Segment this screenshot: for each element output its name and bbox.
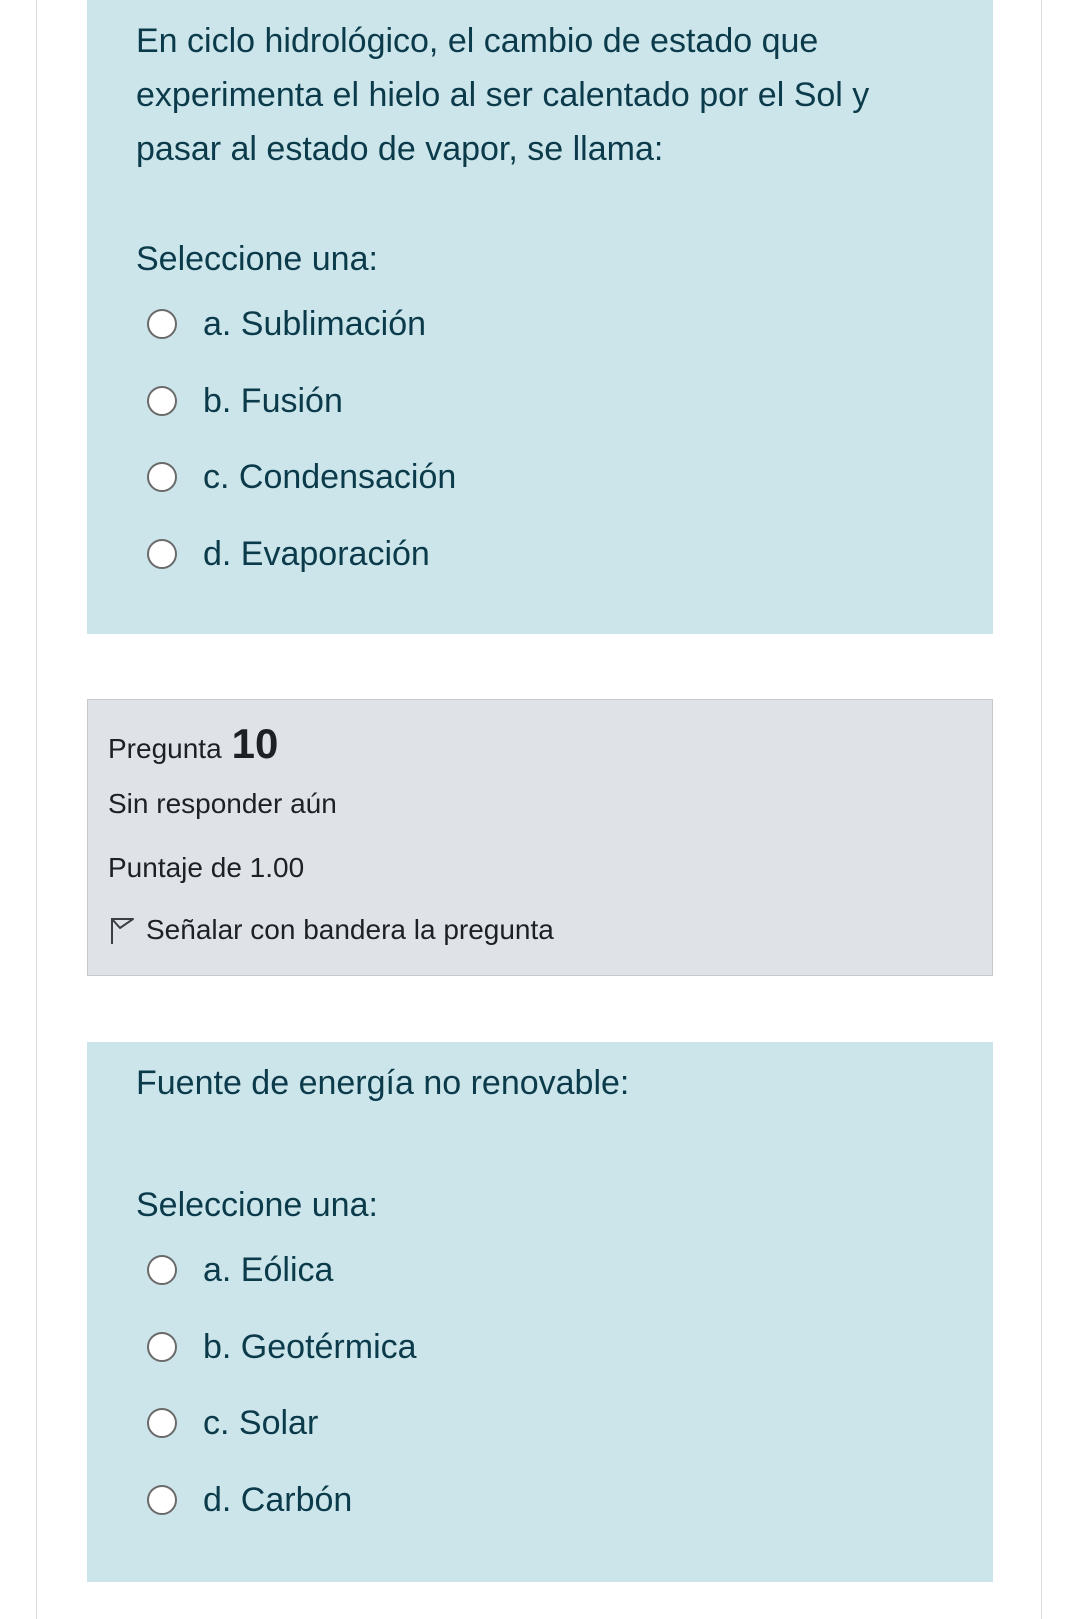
question-status: Sin responder aún (108, 788, 337, 819)
radio-button[interactable] (147, 1255, 177, 1285)
question-score: Puntaje de 1.00 (108, 852, 305, 883)
option-label: b. Fusión (203, 381, 343, 420)
question-9-prompt: Seleccione una: (136, 240, 378, 278)
option-label: c. Condensación (203, 457, 457, 496)
option-label: d. Carbón (203, 1480, 353, 1519)
radio-button[interactable] (147, 309, 177, 339)
question-10-option-a[interactable] (147, 1245, 333, 1295)
question-9-option-b[interactable] (147, 376, 343, 426)
question-10-text: Fuente de energía no renovable: (136, 1064, 630, 1102)
option-label: d. Evaporación (203, 534, 430, 573)
question-9-option-d[interactable] (147, 529, 430, 579)
question-10-option-c[interactable] (147, 1398, 318, 1448)
radio-button[interactable] (147, 1332, 177, 1362)
question-number-label: Pregunta (108, 733, 222, 764)
radio-button[interactable] (147, 1485, 177, 1515)
radio-button[interactable] (147, 462, 177, 492)
question-9-formulation (87, 0, 993, 634)
question-9-option-a[interactable] (147, 299, 426, 349)
question-9-option-c[interactable] (147, 452, 456, 502)
flag-outline-icon (108, 914, 136, 946)
radio-button[interactable] (147, 539, 177, 569)
flag-question-label: Señalar con bandera la pregunta (146, 914, 554, 945)
option-label: c. Solar (203, 1403, 319, 1442)
option-label: b. Geotérmica (203, 1327, 417, 1366)
question-number-value: 10 (231, 720, 279, 767)
question-9-text: En ciclo hidrológico, el cambio de estado que experimenta el hielo al ser calentado por el Sol y pasar al estado de vapor, se llama: (136, 22, 870, 168)
flag-question-link[interactable] (108, 914, 554, 946)
option-label: a. Eólica (203, 1250, 334, 1289)
question-10-formulation (87, 1042, 993, 1582)
radio-button[interactable] (147, 1408, 177, 1438)
question-10-option-b[interactable] (147, 1322, 417, 1372)
question-10-option-d[interactable] (147, 1475, 352, 1525)
question-10-prompt: Seleccione una: (136, 1186, 378, 1224)
question-number (108, 720, 278, 768)
option-label: a. Sublimación (203, 304, 427, 343)
radio-button[interactable] (147, 386, 177, 416)
question-10-info (87, 699, 993, 976)
